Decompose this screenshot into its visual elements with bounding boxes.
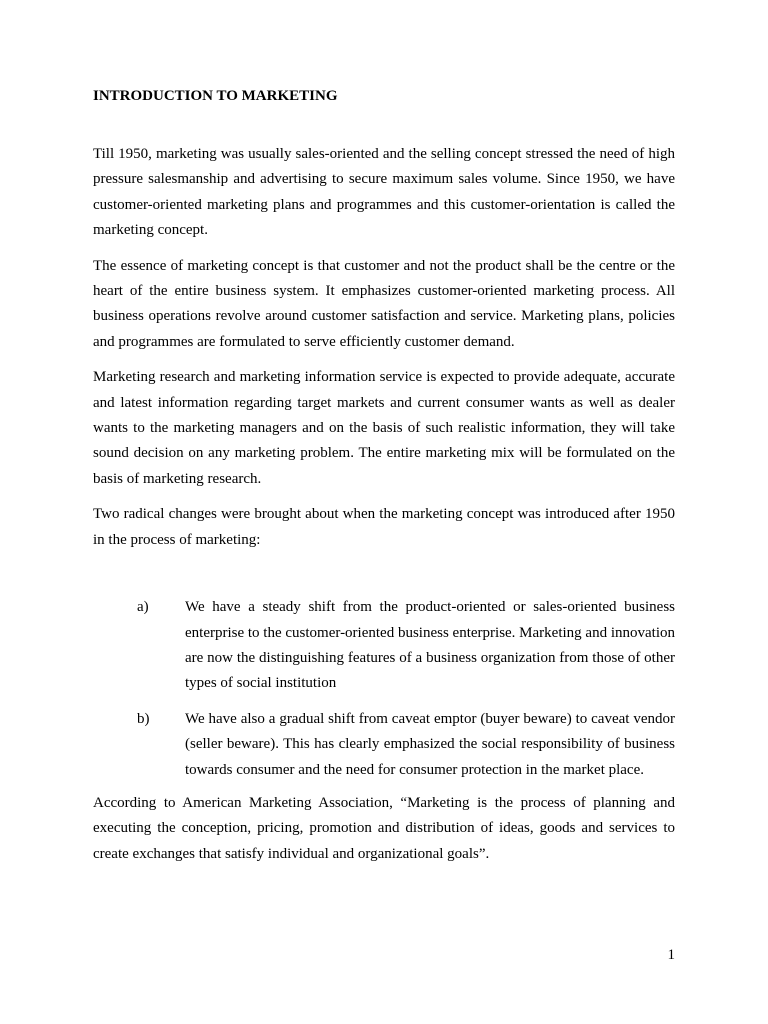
list-item-text: We have a steady shift from the product-oriented or sales-oriented business enterprise to the customer-oriented business enterprise. Marketing and innovation are now the distinguishing features of a business organization from those of other types of social institution <box>185 599 675 692</box>
page-number: 1 <box>667 947 675 963</box>
paragraph-marketing-concept: The essence of marketing concept is that customer and not the product shall be the centre or the heart of the entire business system. It emphasizes customer-oriented marketing process. All business operations revolve around customer satisfaction and service. Marketing plans, policies and programmes are formulated to serve efficiently customer demand. <box>93 257 675 350</box>
list-item-text: We have also a gradual shift from caveat emptor (buyer beware) to caveat vendor (seller beware). This has clearly emphasized the social responsibility of business towards consumer and the need for consumer protection in the market place. <box>185 710 675 778</box>
paragraph-intro: Till 1950, marketing was usually sales-oriented and the selling concept stressed the need of high pressure salesmanship and advertising to secure maximum sales volume. Since 1950, we have customer-oriented marketing plans and programmes and this customer-orientation is called the marketing concept. <box>93 146 675 239</box>
list-marker: b) <box>137 710 150 727</box>
changes-list <box>93 595 675 783</box>
list-item <box>93 707 675 783</box>
list-item <box>93 595 675 697</box>
page-content <box>93 86 675 867</box>
paragraph-marketing-research: Marketing research and marketing information service is expected to provide adequate, accurate and latest information regarding target markets and current consumer wants as well as dealer wants to the marketing managers and on the basis of such realistic information, they will take sound decision on any marketing problem. The entire marketing mix will be formulated on the basis of marketing research. <box>93 369 675 487</box>
list-marker: a) <box>137 599 149 616</box>
paragraph-ama-definition: According to American Marketing Association, “Marketing is the process of planning and executing the conception, pricing, promotion and distribution of ideas, goods and services to create exchanges that satisfy individual and organizational goals”. <box>93 794 675 862</box>
document-heading: INTRODUCTION TO MARKETING <box>93 88 338 104</box>
paragraph-radical-changes: Two radical changes were brought about when the marketing concept was introduced after 1950 in the process of marketing: <box>93 506 675 548</box>
